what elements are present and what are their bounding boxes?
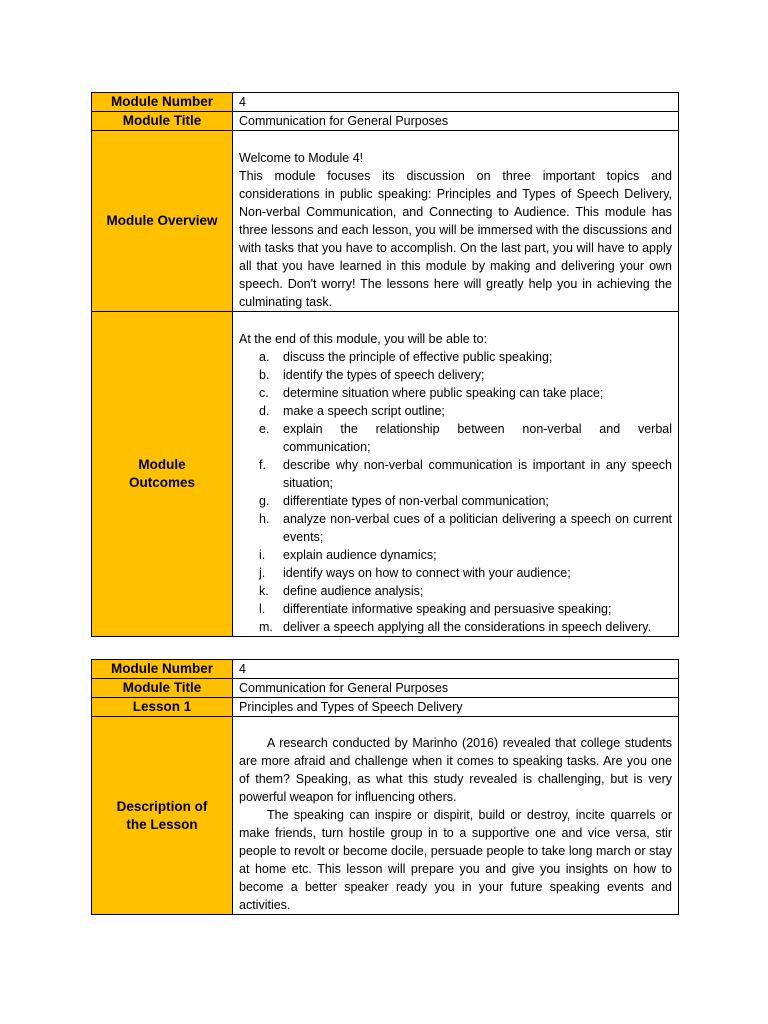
list-item: j. identify ways on how to connect with your audience; [259, 566, 571, 580]
lesson-module-title-value: Communication for General Purposes [233, 679, 679, 698]
lesson-module-number-label: Module Number [92, 660, 233, 679]
description-paragraph-1: A research conducted by Marinho (2016) revealed that college students are more afraid and challenge when it comes to speaking tasks. Are you one of them? Speaking, as what this study revealed is challenging, but is very powerful weapon for influencing others. [239, 736, 672, 804]
module-number-label: Module Number [92, 93, 233, 112]
list-item: k. define audience analysis; [259, 584, 424, 598]
list-item: e. explain the relationship between non-verbal and verbal communication; [259, 422, 672, 454]
lesson-module-number-value: 4 [233, 660, 679, 679]
outcomes-label-line1: Module [138, 457, 186, 472]
lesson-title-value: Principles and Types of Speech Delivery [233, 698, 679, 717]
lesson-module-title-label: Module Title [92, 679, 233, 698]
list-item: c. determine situation where public speaking can take place; [259, 386, 604, 400]
lesson-number-label: Lesson 1 [92, 698, 233, 717]
list-item: i. explain audience dynamics; [259, 548, 437, 562]
list-item: d. make a speech script outline; [259, 404, 445, 418]
list-item: h. analyze non-verbal cues of a politician delivering a speech on current events; [259, 512, 672, 544]
module-overview-cell [233, 131, 679, 312]
description-label-line2: the Lesson [126, 816, 198, 832]
module-title-label: Module Title [92, 112, 233, 131]
list-item: m. deliver a speech applying all the considerations in speech delivery. [259, 620, 652, 634]
overview-text: This module focuses its discussion on three important topics and considerations in public speaking: Principles and Types of Speech Delivery, Non-verbal Communication, and Connecting to Audience. This module has three lessons and each lesson, you will be immersed with the discussions and with tasks that you have to accomplish. On the last part, you will have to apply all that you have learned in this module by making and delivering your own speech. Don't worry! The lessons here will greatly help you in achieving the culminating task. [239, 169, 672, 309]
module-number-value: 4 [233, 93, 679, 112]
list-item: f. describe why non-verbal communication is important in any speech situation; [259, 458, 672, 490]
lesson-description-label [92, 717, 233, 915]
lesson-description-cell [233, 717, 679, 915]
outcomes-intro: At the end of this module, you will be able to: [239, 332, 488, 346]
outcomes-list [239, 348, 672, 636]
overview-greeting: Welcome to Module 4! [239, 151, 364, 165]
module-title-value: Communication for General Purposes [233, 112, 679, 131]
module-info-table [91, 92, 679, 637]
module-outcomes-label [92, 312, 233, 637]
description-paragraph-2: The speaking can inspire or dispirit, build or destroy, incite quarrels or make friends, turn hostile group in to a supportive one and vice versa, stir people to revolt or become docile, persuade people to take long march or stay at home etc. This lesson will prepare you and give you insights on how to become a better speaker ready you in your future speaking events and activities. [239, 808, 672, 912]
module-outcomes-cell [233, 312, 679, 637]
list-item: a. discuss the principle of effective public speaking; [259, 350, 553, 364]
list-item: g. differentiate types of non-verbal communication; [259, 494, 549, 508]
module-overview-label: Module Overview [92, 131, 233, 312]
list-item: b. identify the types of speech delivery; [259, 368, 485, 382]
list-item: l. differentiate informative speaking and persuasive speaking; [259, 602, 612, 616]
description-label-line1: Description of [116, 798, 208, 814]
lesson-info-table [91, 659, 679, 915]
outcomes-label-line2: Outcomes [128, 475, 196, 490]
